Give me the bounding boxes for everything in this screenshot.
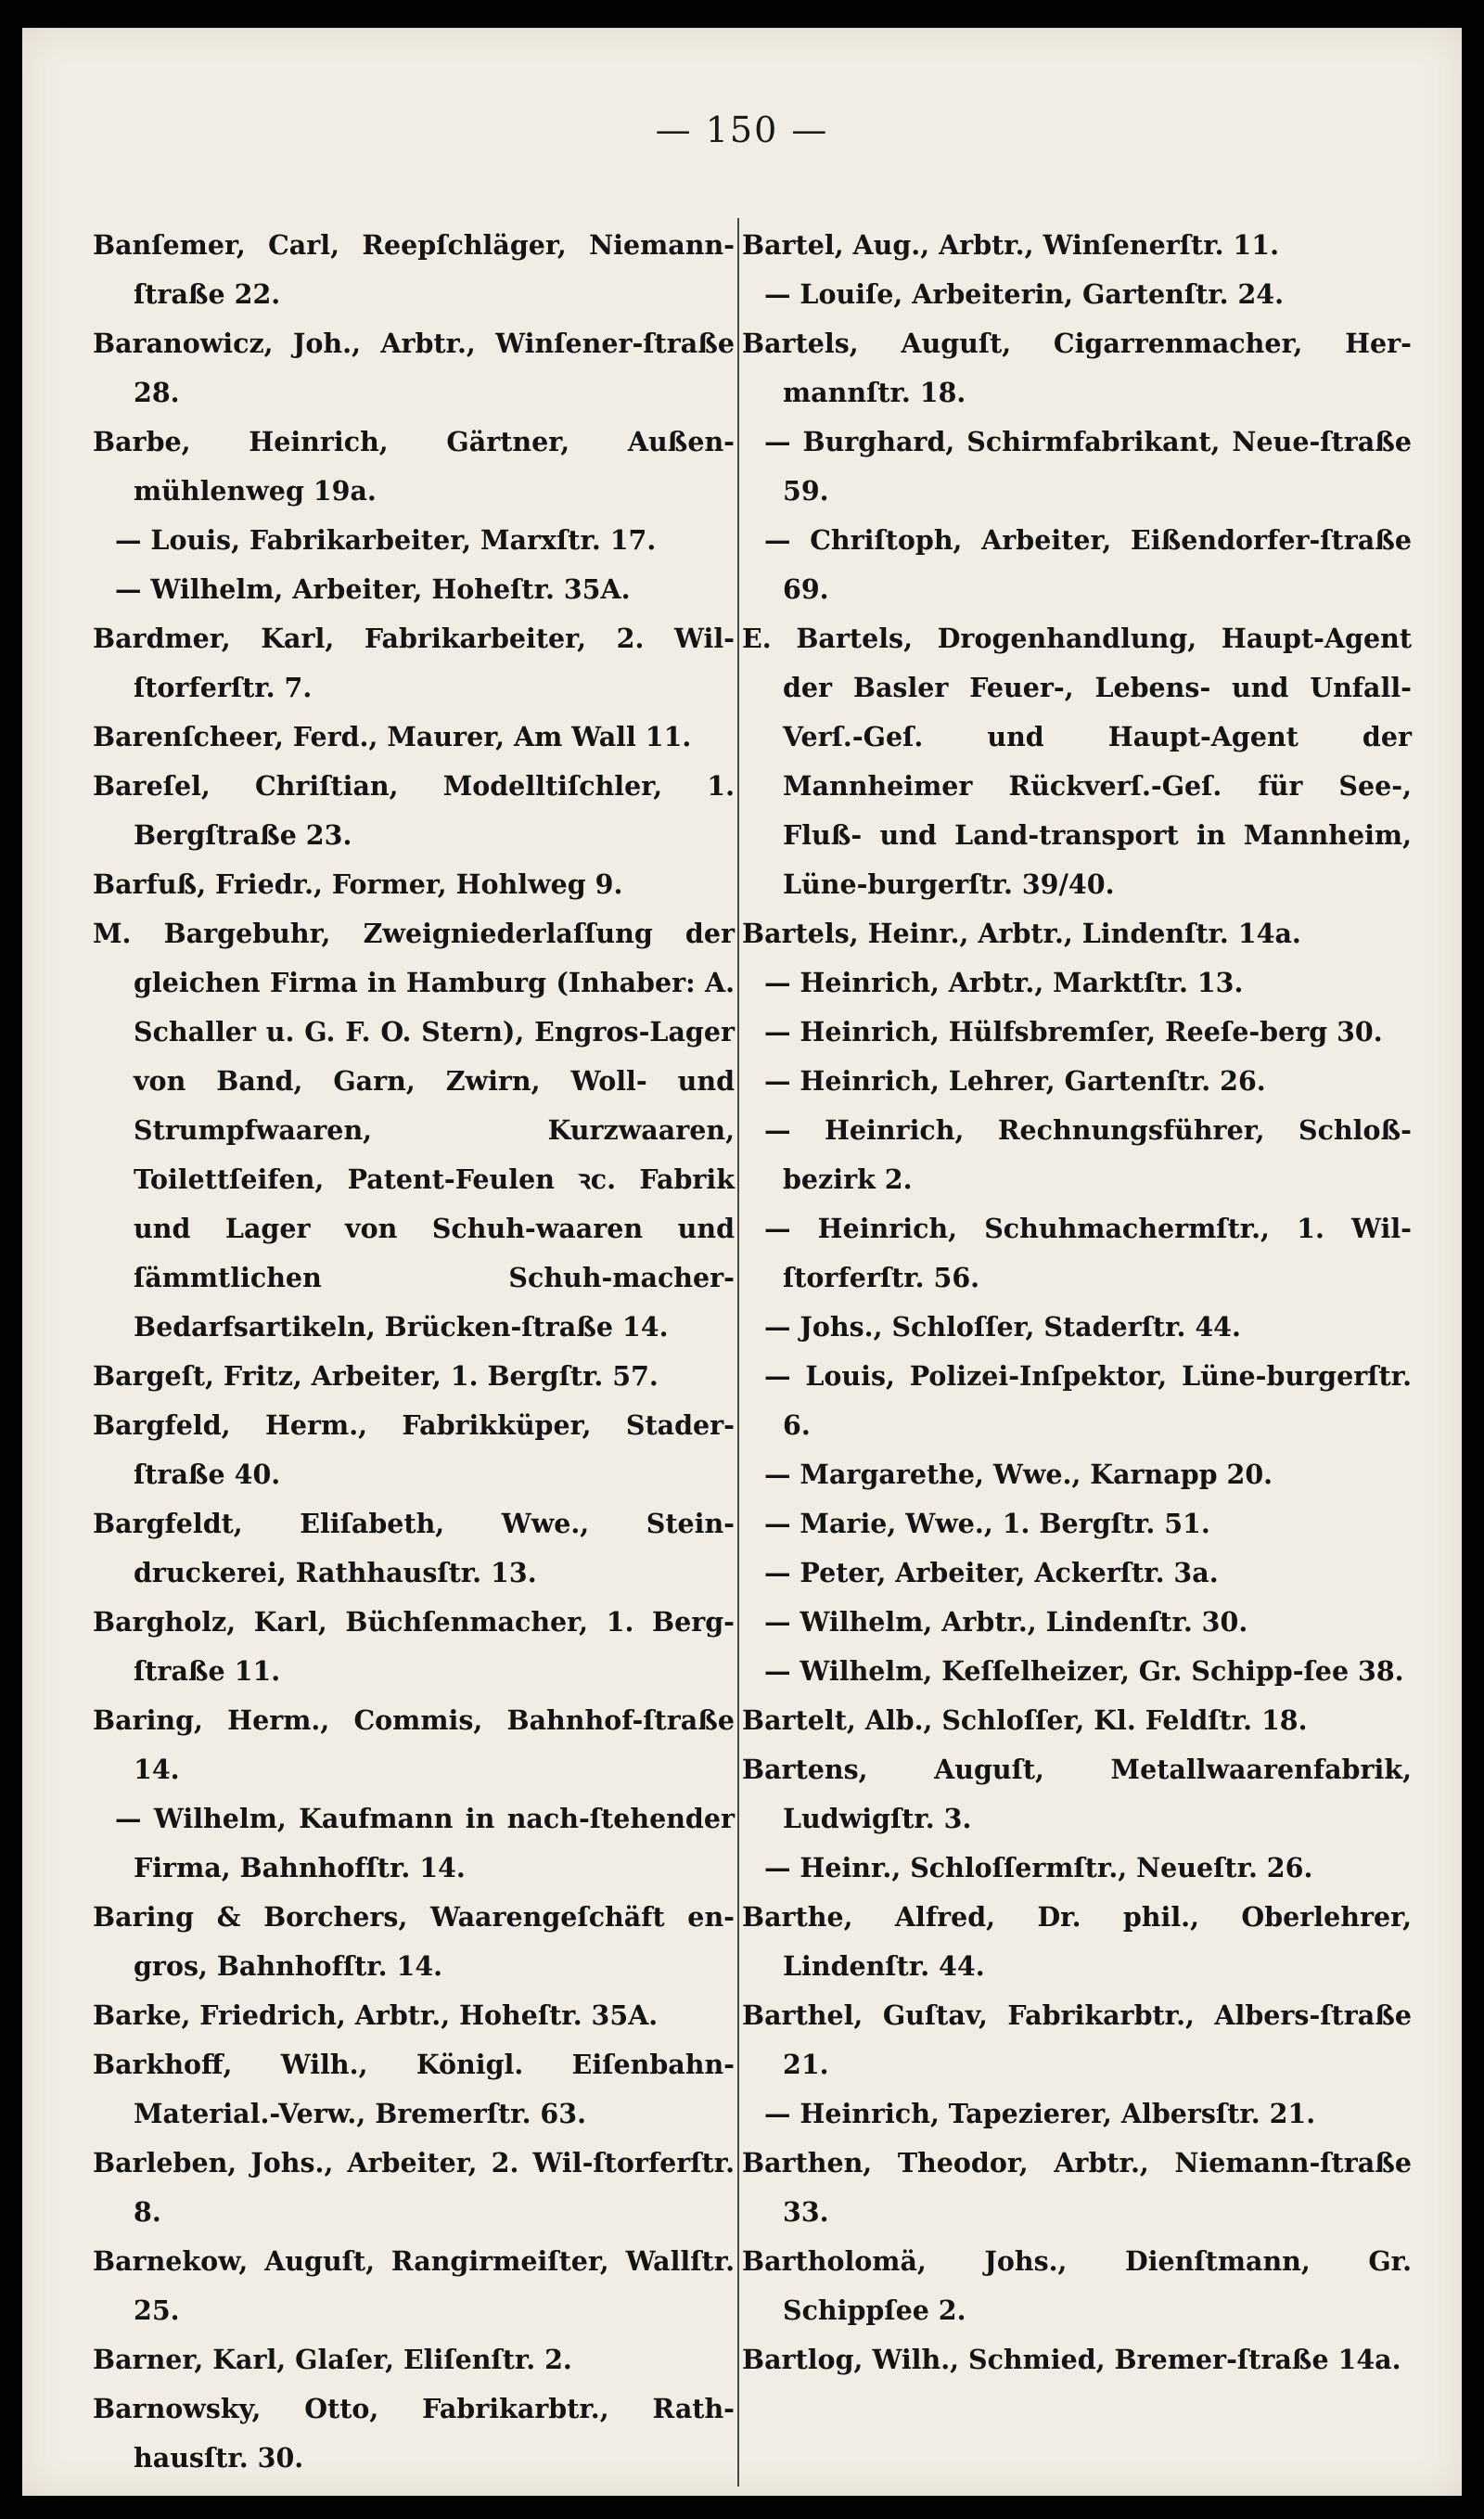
directory-entry: — Louis, Fabrikarbeiter, Marxſtr. 17. bbox=[115, 524, 657, 556]
directory-entry: Bargfeld, Herm., Fabrikküper, Stader-ſtraße 40. bbox=[93, 1409, 735, 1490]
directory-entry: Baranowicz, Joh., Arbtr., Winſener-ſtraße 28. bbox=[93, 328, 735, 408]
directory-entry: Bargfeldt, Eliſabeth, Wwe., Stein-druckerei, Rathhausſtr. 13. bbox=[93, 1508, 735, 1588]
directory-entry: Barthe, Alfred, Dr. phil., Oberlehrer, Lindenſtr. 44. bbox=[742, 1901, 1412, 1982]
directory-entry: — Heinrich, Rechnungsführer, Schloß-bezirk 2. bbox=[764, 1114, 1412, 1195]
directory-entry: — Wilhelm, Keſſelheizer, Gr. Schipp-ſee 38. bbox=[764, 1655, 1404, 1687]
directory-entry: M. Bargebuhr, Zweigniederlaſſung der gleichen Firma in Hamburg (Inhaber: A. Schaller u. G. F. O. Stern), Engros-Lager von Band, Garn, Zwirn, Woll- und Strumpfwaaren, Kurzwaaren, Toilettſeifen, Patent-Feulen ꝛc. Fabrik und Lager von Schuh-waaren und ſämmtlichen Schuh-macher-Bedarfsartikeln, Brücken-ſtraße 14. bbox=[93, 918, 735, 1343]
directory-entry: Barfuß, Friedr., Former, Hohlweg 9. bbox=[93, 868, 623, 900]
directory-entry: — Wilhelm, Arbeiter, Hoheſtr. 35A. bbox=[115, 573, 631, 605]
directory-entry: E. Bartels, Drogenhandlung, Haupt-Agent der Basler Feuer-, Lebens- und Unfall-Verſ.-Geſ. und Haupt-Agent der Mannheimer Rückverſ.-Geſ. für See-, Fluß- und Land-transport in Mannheim, Lüne-burgerſtr. 39/40. bbox=[742, 623, 1412, 900]
directory-entry: Banſemer, Carl, Reepſchläger, Niemann-ſtraße 22. bbox=[93, 229, 735, 310]
directory-entry: — Louis, Polizei-Inſpektor, Lüne-burgerſtr. 6. bbox=[764, 1360, 1412, 1441]
directory-entry: Bartholomä, Johs., Dienſtmann, Gr. Schippſee 2. bbox=[742, 2245, 1412, 2326]
directory-entry: — Chriſtoph, Arbeiter, Eißendorfer-ſtraße 69. bbox=[764, 524, 1412, 605]
directory-entry: Bartel, Aug., Arbtr., Winſenerſtr. 11. bbox=[742, 229, 1280, 261]
directory-entry: Bartels, Heinr., Arbtr., Lindenſtr. 14a. bbox=[742, 918, 1301, 949]
directory-entry: — Peter, Arbeiter, Ackerſtr. 3a. bbox=[764, 1557, 1219, 1588]
directory-entry: Bartens, Auguſt, Metallwaarenfabrik, Ludwigſtr. 3. bbox=[742, 1754, 1412, 1834]
directory-entry: — Heinrich, Schuhmachermſtr., 1. Wil-ſtorferſtr. 56. bbox=[764, 1213, 1412, 1293]
left-column bbox=[93, 221, 735, 2483]
directory-page bbox=[22, 28, 1462, 2496]
directory-entry: — Wilhelm, Kaufmann in nach-ſtehender Firma, Bahnhofſtr. 14. bbox=[115, 1803, 735, 1883]
directory-entry: Barleben, Johs., Arbeiter, 2. Wil-ſtorferſtr. 8. bbox=[93, 2147, 735, 2228]
directory-entry: — Margarethe, Wwe., Karnapp 20. bbox=[764, 1459, 1273, 1490]
directory-entry: Baring & Borchers, Waarengeſchäft en-gros, Bahnhofſtr. 14. bbox=[93, 1901, 735, 1982]
directory-entry: — Johs., Schloſſer, Staderſtr. 44. bbox=[764, 1311, 1241, 1343]
directory-entry: Bardmer, Karl, Fabrikarbeiter, 2. Wil-ſtorferſtr. 7. bbox=[93, 623, 735, 703]
directory-entry: — Louiſe, Arbeiterin, Gartenſtr. 24. bbox=[764, 278, 1285, 310]
directory-entry: — Heinr., Schloſſermſtr., Neueſtr. 26. bbox=[764, 1852, 1313, 1883]
directory-entry: Bareſel, Chriſtian, Modelltiſchler, 1. Bergſtraße 23. bbox=[93, 770, 735, 851]
directory-entry: — Heinrich, Tapezierer, Albersſtr. 21. bbox=[764, 2098, 1316, 2129]
directory-entry: Barthel, Guſtav, Fabrikarbtr., Albers-ſtraße 21. bbox=[742, 1999, 1412, 2080]
directory-entry: Barnekow, Auguſt, Rangirmeiſter, Wallſtr. 25. bbox=[93, 2245, 735, 2326]
right-column bbox=[742, 221, 1412, 2384]
directory-entry: Barner, Karl, Glaſer, Eliſenſtr. 2. bbox=[93, 2344, 572, 2375]
directory-entry: Barkhoff, Wilh., Königl. Eiſenbahn-Material.-Verw., Bremerſtr. 63. bbox=[93, 2049, 735, 2129]
directory-entry: Barbe, Heinrich, Gärtner, Außen-mühlenweg 19a. bbox=[93, 426, 735, 507]
directory-entry: — Marie, Wwe., 1. Bergſtr. 51. bbox=[764, 1508, 1210, 1539]
directory-entry: — Heinrich, Hülfsbremſer, Reeſe-berg 30. bbox=[764, 1016, 1383, 1047]
directory-entry: Bargholz, Karl, Büchſenmacher, 1. Berg-ſtraße 11. bbox=[93, 1606, 735, 1687]
directory-entry: Barke, Friedrich, Arbtr., Hoheſtr. 35A. bbox=[93, 1999, 659, 2031]
directory-entry: — Heinrich, Lehrer, Gartenſtr. 26. bbox=[764, 1065, 1266, 1097]
directory-entry: Bargeſt, Fritz, Arbeiter, 1. Bergſtr. 57. bbox=[93, 1360, 659, 1392]
directory-entry: Barnowsky, Otto, Fabrikarbtr., Rath-hausſtr. 30. bbox=[93, 2393, 735, 2474]
directory-entry: — Wilhelm, Arbtr., Lindenſtr. 30. bbox=[764, 1606, 1248, 1638]
directory-entry: Bartlog, Wilh., Schmied, Bremer-ſtraße 14a. bbox=[742, 2344, 1401, 2375]
directory-entry: Bartelt, Alb., Schloſſer, Kl. Feldſtr. 18. bbox=[742, 1704, 1308, 1736]
page-number: — 150 — bbox=[655, 109, 829, 150]
directory-entry: Baring, Herm., Commis, Bahnhof-ſtraße 14. bbox=[93, 1704, 735, 1785]
directory-entry: Barenſcheer, Ferd., Maurer, Am Wall 11. bbox=[93, 721, 692, 752]
directory-entry: Bartels, Auguſt, Cigarrenmacher, Her-mannſtr. 18. bbox=[742, 328, 1412, 408]
directory-entry: — Burghard, Schirmfabrikant, Neue-ſtraße 59. bbox=[764, 426, 1412, 507]
directory-entry: Barthen, Theodor, Arbtr., Niemann-ſtraße 33. bbox=[742, 2147, 1412, 2228]
column-divider bbox=[737, 218, 739, 2487]
directory-entry: — Heinrich, Arbtr., Marktſtr. 13. bbox=[764, 967, 1244, 998]
